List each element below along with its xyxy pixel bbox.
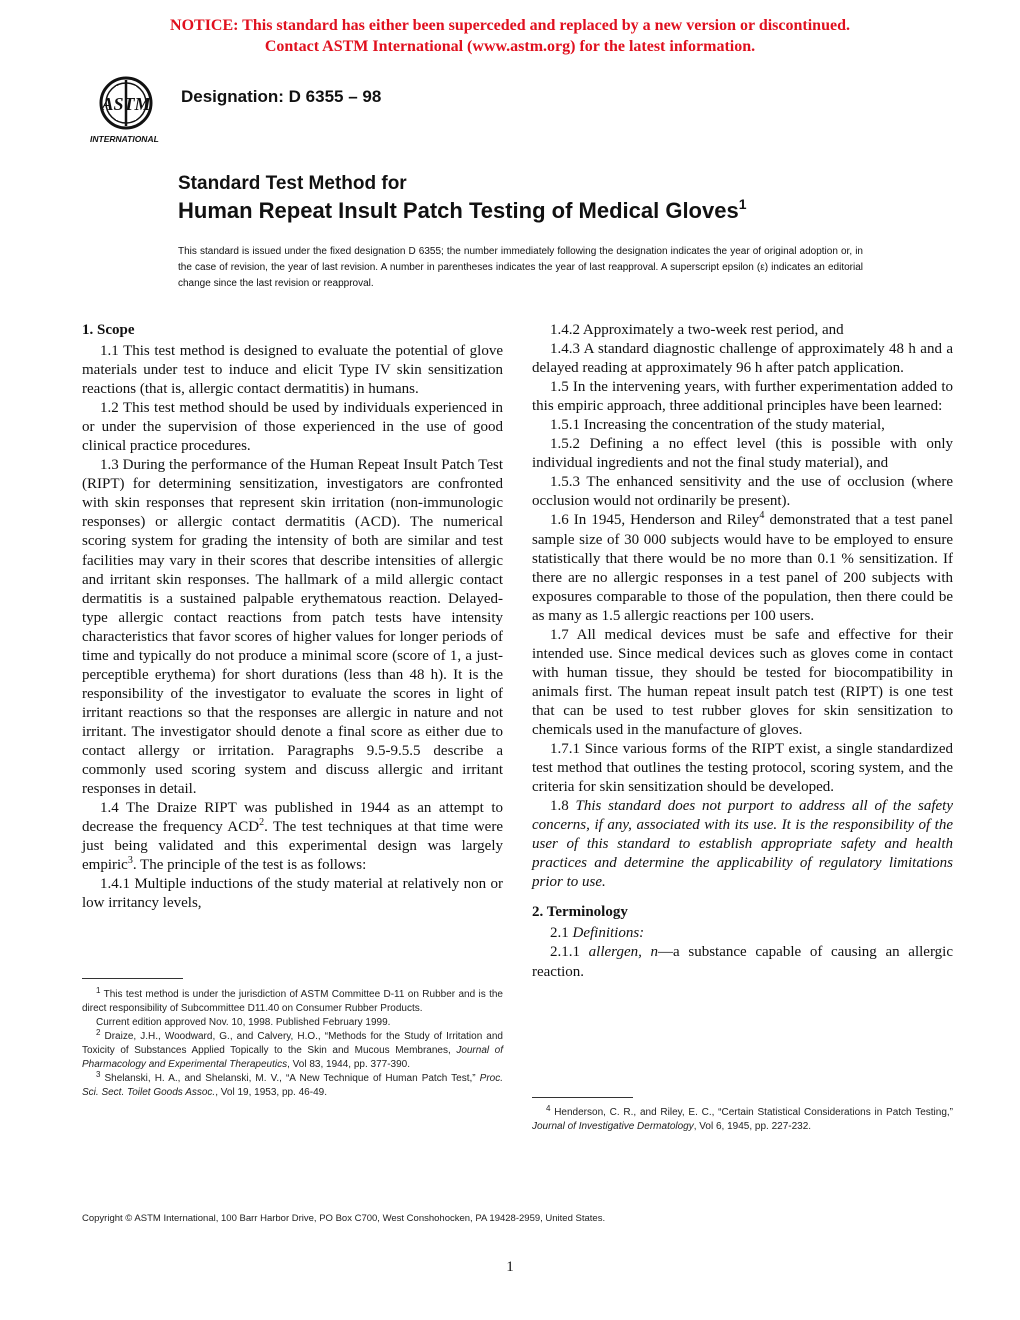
footnote-4-journal: Journal of Investigative Dermatology (532, 1121, 694, 1132)
footnote-2-mark: 2 (96, 1028, 101, 1037)
para-1-6-text-b: demonstrated that a test panel sample size of 30 000 subjects would have to be employed to ensure statistically that there would be no more than 0.1 % sensitization. If there are no allergic responses in a test panel of 200 subjects with exposures comparable to those of the population, then there could be as many as 1.5 allergic reactions per 100 users. (532, 512, 953, 624)
para-1-5-1: 1.5.1 Increasing the concentration of the study material, (550, 417, 885, 434)
footnote-ref-3[interactable]: 3 (127, 855, 133, 867)
logo-subtext: INTERNATIONAL (90, 134, 159, 144)
footnote-2 (82, 1030, 503, 1072)
designation: Designation: D 6355 – 98 (181, 87, 382, 106)
para-2-1-1 (532, 943, 953, 981)
para-2-1-number: 2.1 (550, 925, 573, 942)
para-1-8 (532, 797, 953, 892)
footnote-1 (82, 988, 503, 1016)
para-1-3: 1.3 During the performance of the Human Repeat Insult Patch Test (RIPT) for determining sensitization, investigators are confronted with skin responses that represent skin irritation (non-immunologic responses) or allergic contact dermatitis (ACD). The numerical scoring system for grading the intensity of both are similar and test facilities may vary in their scores that describe intensities of allergic and irritant skin responses. The hallmark of a mild allergic contact dermatitis is a sustained palpable erythematous reaction. Delayed-type allergic contact reactions from patch tests have intensity characteristics that favor scores of higher values for longer periods of time and typically do not produce a minimal score (score of 1, a just-perceptible erythema) for short durations (less than 48 h). It is the responsibility of the investigator to evaluate the scores in light of irritant reactions so that the responses are allergic in nature and not irritant. The investigator should denote a final score as either due to contact allergy or irritation. Paragraphs 9.5-9.5.5 describe a commonly used scoring system and discuss allergic and irritant responses in detail. (82, 457, 503, 798)
footnote-4-mark: 4 (546, 1104, 551, 1113)
title-text: Human Repeat Insult Patch Testing of Medical Gloves (178, 198, 739, 223)
logo-text: ASTM (101, 94, 151, 114)
footnote-ref-4[interactable]: 4 (759, 510, 765, 522)
definition-text: —a substance capable of causing an allergic reaction. (532, 944, 953, 980)
footnote-rule-left (82, 978, 183, 979)
title-footnote-mark: 1 (738, 196, 747, 212)
notice-line-2: Contact ASTM International (www.astm.org) for the latest information. (264, 38, 756, 55)
definition-term: allergen, n (588, 944, 659, 961)
footnotes-right (532, 1106, 953, 1134)
footnote-3-text-a: Shelanski, H. A., and Shelanski, M. V., “A New Technique of Human Patch Test,” (100, 1073, 480, 1084)
footnote-3 (82, 1072, 503, 1100)
footnote-1-text: This test method is under the jurisdiction of ASTM Committee D-11 on Rubber and is the direct responsibility of Subcommittee D11.40 on Consumer Rubber Products. (82, 989, 503, 1014)
page-number: 1 (506, 1259, 514, 1275)
footnotes-left (82, 988, 503, 1100)
footnote-ref-2[interactable]: 2 (259, 817, 265, 829)
notice-line-1: NOTICE: This standard has either been superceded and replaced by a new version or discontinued. (170, 17, 850, 34)
scope-heading: 1. Scope (82, 322, 135, 338)
footnote-4 (532, 1106, 953, 1134)
para-1-5-3: 1.5.3 The enhanced sensitivity and the use of occlusion (where occlusion would not ordinarily be present). (532, 474, 953, 510)
right-column (532, 321, 953, 982)
title-line-2 (178, 196, 747, 224)
footnote-2-text-a: Draize, J.H., Woodward, G., and Calvery, H.O., “Methods for the Study of Irritation and Toxicity of Substances Applied Topically to the Skin and Mucous Membranes, (82, 1031, 503, 1056)
para-1-4-text-c: . The principle of the test is as follows: (132, 857, 367, 874)
para-1-4-3: 1.4.3 A standard diagnostic challenge of approximately 48 h and a delayed reading at approximately 96 h after patch application. (532, 341, 953, 377)
para-1-8-text: This standard does not purport to address all of the safety concerns, if any, associated with its use. It is the responsibility of the user of this standard to establish appropriate safety and health practices and determine the applicability of regulatory limitations prior to use. (532, 798, 954, 891)
para-1-4-text-b: . The test techniques at that time were just being validated and this experimental design was largely empiric (82, 819, 503, 874)
para-1-5-2: 1.5.2 Defining a no effect level (this is possible with only individual ingredients and not the final study material), and (532, 436, 953, 472)
para-1-2: 1.2 This test method should be used by individuals experienced in or under the supervision of those experienced in the use of good clinical practice procedures. (82, 400, 503, 455)
footnote-3-mark: 3 (96, 1070, 101, 1079)
para-1-7: 1.7 All medical devices must be safe and effective for their intended use. Since medical devices such as gloves come in contact with human tissue, they should be tested for biocompatibility in animals first. The human repeat insult patch test (RIPT) is one test that can be used to test rubber gloves for skin sensitization to chemicals used in the manufacture of gloves. (532, 626, 953, 738)
para-1-7-1: 1.7.1 Since various forms of the RIPT exist, a single standardized test method that outlines the testing protocol, scoring system, and the criteria for skin sensitization should be developed. (532, 741, 953, 796)
para-1-4-text-a: 1.4 The Draize RIPT was published in 1944 as an attempt to decrease the frequency ACD (82, 800, 503, 836)
footnote-3-text-b: , Vol 19, 1953, pp. 46-49. (215, 1087, 327, 1098)
para-1-4-1: 1.4.1 Multiple inductions of the study material at relatively non or low irritancy levels, (82, 876, 503, 912)
footnote-4-text-b: , Vol 6, 1945, pp. 227-232. (693, 1121, 812, 1132)
astm-logo (86, 74, 170, 146)
terminology-heading: 2. Terminology (532, 904, 628, 921)
issued-note: This standard is issued under the fixed designation D 6355; the number immediately following the designation indicates the year of original adoption or, in the case of revision, the year of last revision. A number in parentheses indicates the year of last reapproval. A superscript epsilon (ε) indicates an editorial change since the last revision or reapproval. (178, 246, 863, 289)
para-2-1-1-number: 2.1.1 (550, 944, 589, 961)
para-1-6 (532, 511, 953, 625)
title-line-1: Standard Test Method for (178, 173, 407, 194)
para-1-4 (82, 799, 503, 875)
footnote-2-text-b: , Vol 83, 1944, pp. 377-390. (287, 1059, 410, 1070)
para-1-5: 1.5 In the intervening years, with further experimentation added to this empiric approach, three additional principles have been learned: (532, 379, 953, 415)
notice-banner (0, 15, 1020, 57)
para-1-4-2: 1.4.2 Approximately a two-week rest period, and (550, 322, 844, 338)
para-2-1 (532, 924, 953, 943)
footnote-1-mark: 1 (96, 986, 101, 995)
astm-logo-icon (86, 74, 170, 146)
para-2-1-text: Definitions: (572, 925, 645, 942)
footnote-1-edition: Current edition approved Nov. 10, 1998. Published February 1999. (96, 1017, 391, 1028)
footnote-4-text-a: Henderson, C. R., and Riley, E. C., “Certain Statistical Considerations in Patch Testing,” (550, 1107, 953, 1118)
footnote-3-journal: Proc. Sci. Sect. Toilet Goods Assoc. (82, 1073, 503, 1098)
para-1-1: 1.1 This test method is designed to evaluate the potential of glove materials under test to induce and elicit Type IV skin sensitization reactions (that is, allergic contact dermatitis) in humans. (82, 343, 503, 398)
footnote-2-journal: Journal of Pharmacology and Experimental Therapeutics (82, 1045, 503, 1070)
copyright-line: Copyright © ASTM International, 100 Barr Harbor Drive, PO Box C700, West Conshohocken, PA 19428-2959, United States. (82, 1213, 606, 1224)
left-column (82, 321, 503, 913)
footnote-rule-right (532, 1097, 633, 1098)
para-1-8-number: 1.8 (550, 798, 576, 815)
para-1-6-text-a: 1.6 In 1945, Henderson and Riley (550, 512, 760, 529)
